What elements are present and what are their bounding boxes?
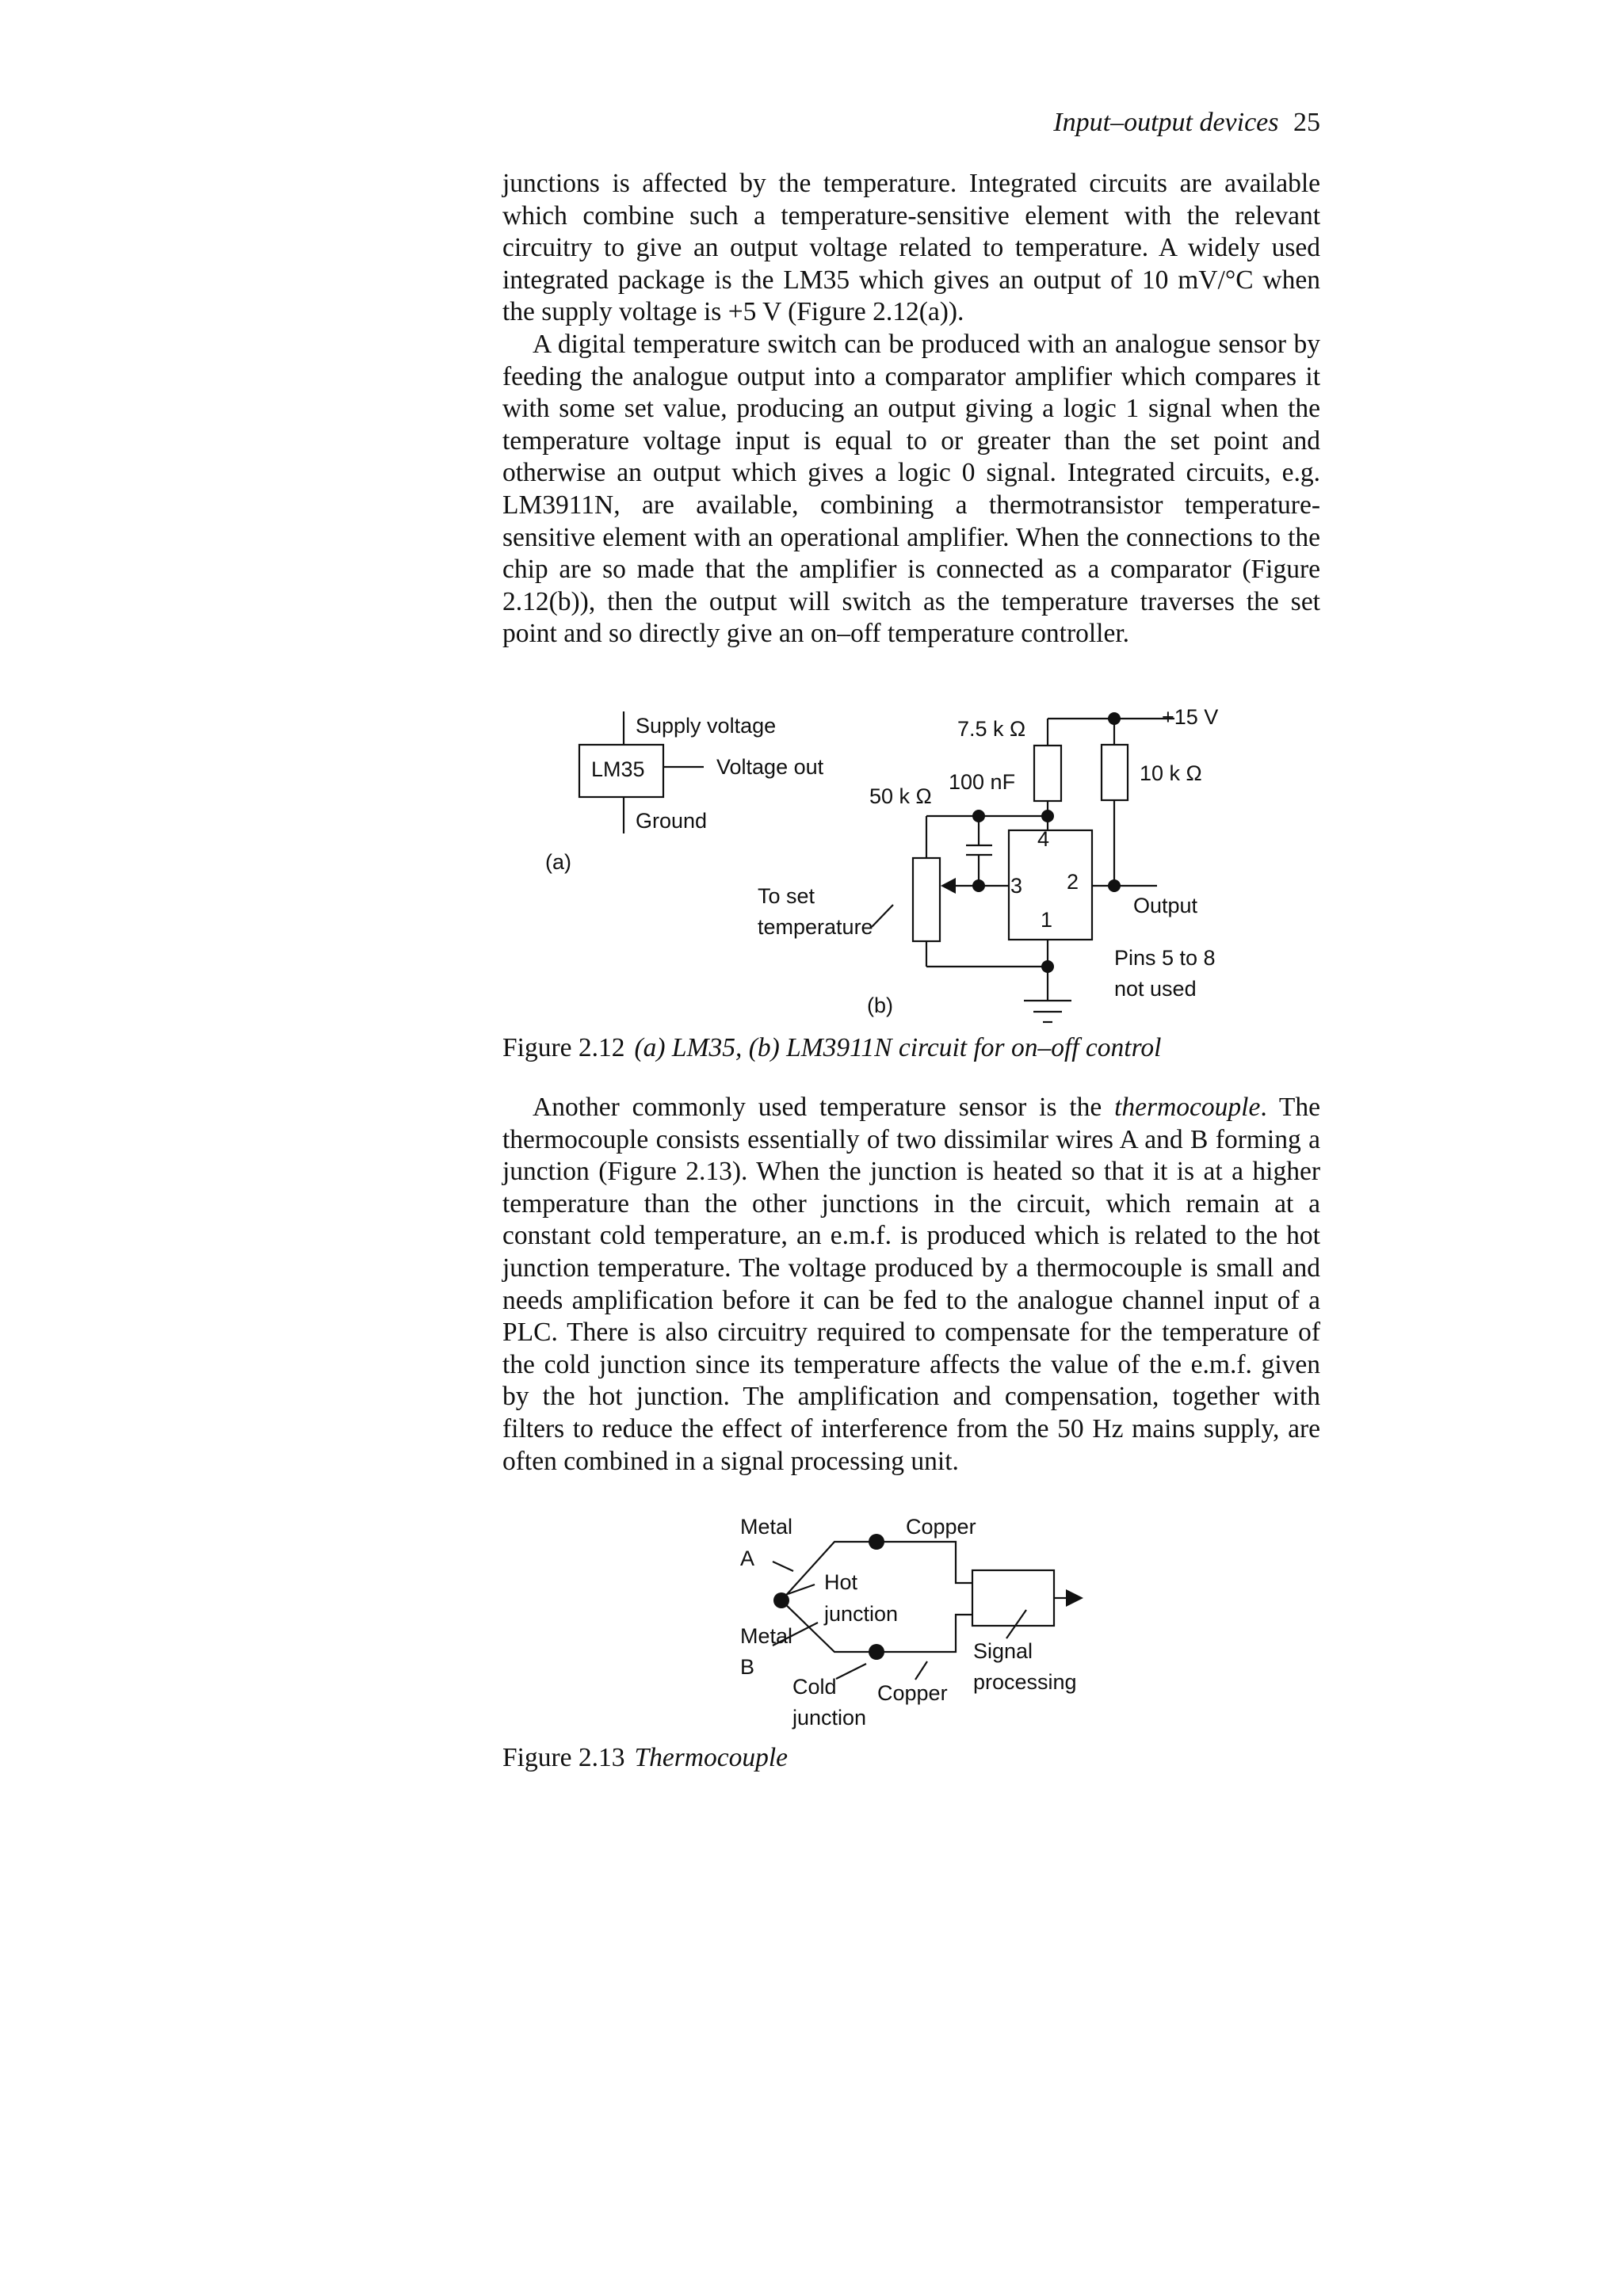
- running-title: Input–output devices: [1053, 108, 1279, 137]
- potentiometer-50k: [913, 858, 940, 941]
- part-a-label: (a): [545, 850, 571, 874]
- metal-b-line1: Metal: [740, 1624, 793, 1648]
- caption-number: Figure 2.13: [502, 1743, 625, 1772]
- pin-3-label: 3: [1010, 874, 1023, 898]
- part-b-label: (b): [867, 994, 893, 1017]
- cold-junction-line1: Cold: [792, 1675, 837, 1699]
- figure-2-13: [0, 1501, 1623, 1739]
- pin-4-label: 4: [1037, 827, 1050, 851]
- caption-title: Thermocouple: [634, 1743, 788, 1772]
- lm35-output-label: Voltage out: [716, 755, 824, 779]
- output-arrow: [1066, 1589, 1083, 1607]
- caption-number: Figure 2.12: [502, 1033, 625, 1062]
- paragraph-thermocouple: [502, 1092, 1320, 1478]
- set-temp-leader: [872, 905, 893, 927]
- copper-top-label: Copper: [906, 1515, 976, 1539]
- lm35-supply-label: Supply voltage: [636, 714, 777, 738]
- figure-2-13-caption: [502, 1743, 788, 1773]
- output-label: Output: [1133, 894, 1198, 917]
- supply-15v-label: +15 V: [1162, 705, 1219, 729]
- unused-pins-line2: not used: [1114, 977, 1197, 1001]
- copper-bottom-label: Copper: [877, 1681, 948, 1705]
- running-head: [1053, 108, 1320, 138]
- cap-100nf-label: 100 nF: [949, 770, 1016, 794]
- signal-processing-line1: Signal: [973, 1639, 1033, 1663]
- metal-b-line2: B: [740, 1655, 755, 1679]
- unused-pins-line1: Pins 5 to 8: [1114, 946, 1216, 970]
- resistor-10k: [1102, 745, 1128, 800]
- lm35-ground-label: Ground: [636, 809, 708, 833]
- thermo-rest: . The thermocouple consists essentially of two dissimilar wires A and B forming a junction (Figure 2.13). When the junction is heated so that it is at a higher temperature than the other junctions in the circuit, which remain at a constant cold temperature, an e.m.f. is produced which is related to the hot junction temperature. The voltage produced by a thermocouple is small and needs amplification before it can be fed to the analogue channel input of a PLC. There is also circuitry required to compensate for the temperature of the cold junction since its temperature affects the value of the e.m.f. given by the hot junction. The amplification and compensation, together with filters to reduce the effect of interference from the 50 Hz mains supply, are often combined in a signal processing unit.: [502, 1093, 1320, 1476]
- signal-processing-line2: processing: [973, 1670, 1077, 1694]
- body-text-top: [502, 168, 1320, 650]
- paragraph-digital-switch: A digital temperature switch can be produced with an analogue sensor by feeding the analogue output into a comparator amplifier which compares it with some set value, producing an output giving a logic 1 signal when the temperature voltage input is equal to or greater than the set point and otherwise an output which gives a logic 0 signal. Integrated circuits, e.g. LM3911N, are available, combining a thermotransistor temperature-sensitive element with an operational amplifier. When the connections to the chip are so made that the amplifier is connected as a comparator (Figure 2.12(b)), then the output will switch as the temperature traverses the set point and so directly give an on–off temperature controller.: [502, 329, 1320, 649]
- hot-junction-line2: junction: [824, 1602, 899, 1626]
- wiper-arrow: [941, 878, 956, 894]
- metal-a-line1: Metal: [740, 1515, 793, 1539]
- hot-junction-line1: Hot: [824, 1570, 858, 1594]
- lm35-ic-label: LM35: [591, 757, 645, 781]
- set-temp-label-line1: To set: [758, 884, 815, 908]
- pin-1-label: 1: [1041, 908, 1053, 932]
- page-number: 25: [1293, 108, 1320, 137]
- r-7k5-label: 7.5 k Ω: [957, 717, 1026, 741]
- thermo-intro: Another commonly used temperature sensor is the: [533, 1093, 1115, 1122]
- pin-2-label: 2: [1067, 870, 1079, 894]
- set-temp-label-line2: temperature: [758, 915, 873, 939]
- cold-junction-line2: junction: [792, 1706, 867, 1730]
- figure-2-12-caption: [502, 1033, 1161, 1063]
- metal-a-line2: A: [740, 1547, 755, 1570]
- r-50k-label: 50 k Ω: [869, 784, 932, 808]
- r-10k-label: 10 k Ω: [1140, 761, 1202, 785]
- signal-processing-box: [972, 1570, 1054, 1626]
- body-text-bottom: [502, 1092, 1320, 1478]
- thermo-term: thermocouple: [1114, 1093, 1261, 1122]
- resistor-7k5: [1034, 746, 1061, 801]
- paragraph-continued: junctions is affected by the temperature. Integrated circuits are available which combine such a temperature-sensitive element with the relevant circuitry to give an output voltage related to temperature. A widely used integrated package is the LM35 which gives an output of 10 mV/°C when the supply voltage is +5 V (Figure 2.12(a)).: [502, 169, 1320, 327]
- caption-title: (a) LM35, (b) LM3911N circuit for on–off control: [634, 1033, 1162, 1062]
- figure-2-12: [0, 681, 1623, 1030]
